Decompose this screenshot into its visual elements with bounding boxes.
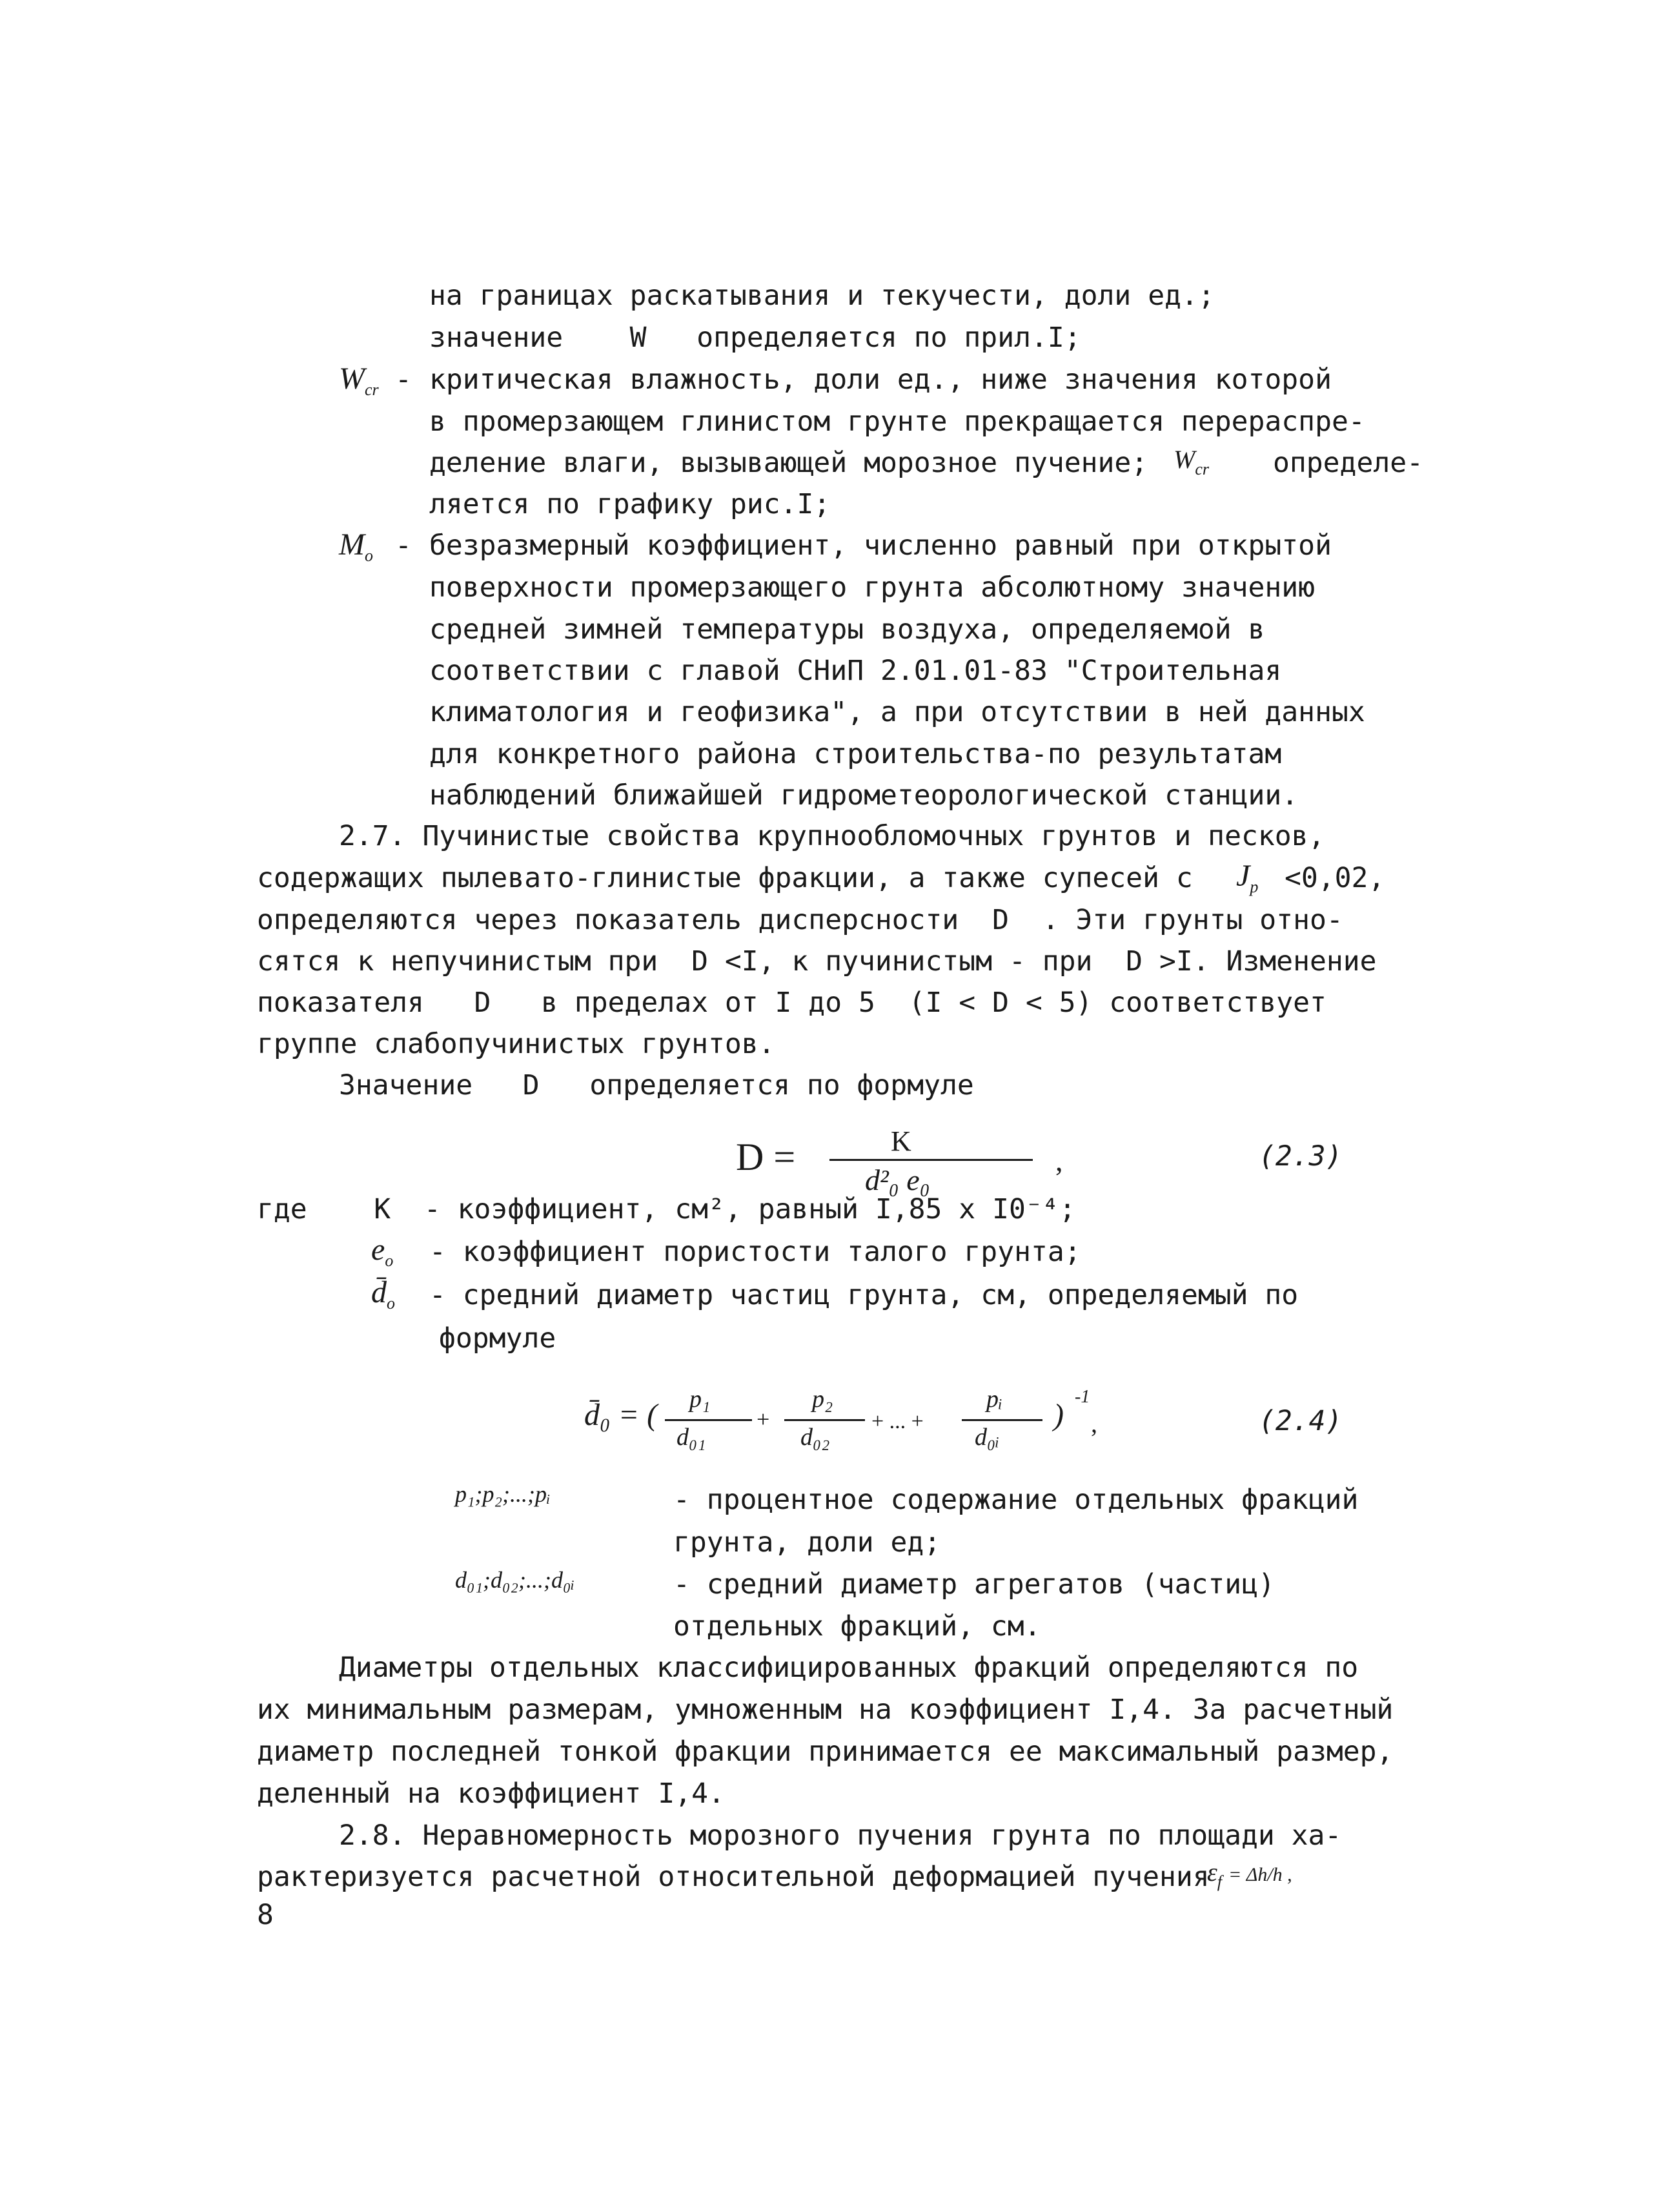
text-line: их минимальным размерам, умноженным на коэффициент I,4. За расчетный (257, 1694, 1394, 1726)
formula-2-3-denominator: d²₀ e₀ (865, 1163, 930, 1196)
symbol-e0: $e_o$ (371, 1233, 394, 1270)
text-line: рактеризуется расчетной относительной деформацией пучения (257, 1861, 1210, 1893)
dash-marker: - (395, 364, 412, 396)
page-number: 8 (257, 1899, 274, 1931)
fraction-bar (784, 1419, 865, 1421)
text-line: диаметр последней тонкой фракции принимается ее максимальный размер, (257, 1736, 1394, 1768)
formula-2-3-lhs: D = (736, 1136, 796, 1178)
text-line: группе слабопучинистых грунтов. (257, 1028, 775, 1060)
text-line: безразмерный коэффициент, численно равный при открытой (429, 529, 1332, 562)
formula-2-4-tail: , (1091, 1409, 1097, 1438)
text-line: средней зимней температуры воздуха, определяемой в (429, 613, 1265, 646)
text-line: - средний диаметр частиц грунта, см, определяемый по (429, 1279, 1299, 1311)
text-line: ляется по графику рис.I; (429, 488, 831, 520)
text-line: поверхности промерзающего грунта абсолютному значению (429, 571, 1316, 604)
text-line: - средний диаметр агрегатов (частиц) (673, 1568, 1275, 1601)
text-line: для конкретного района строительства-по результатам (429, 738, 1282, 770)
text-line: 2.8. Неравномерность морозного пучения грунта по площади ха- (339, 1819, 1342, 1852)
symbol-d0: $d̄_o$ (371, 1275, 395, 1313)
symbol-eps: $\varepsilon_f = \Delta h/h$ , (1207, 1858, 1292, 1891)
fraction-bar (665, 1419, 752, 1421)
term3-denominator: d₀ᵢ (975, 1424, 1000, 1451)
text-line: 2.7. Пучинистые свойства крупнообломочных грунтов и песков, (339, 820, 1325, 852)
text-line: критическая влажность, доли ед., ниже значения которой (429, 364, 1332, 396)
text-line: деленный на коэффициент I,4. (257, 1777, 725, 1810)
term2-numerator: p₂ (812, 1386, 833, 1413)
fraction-bar (962, 1419, 1042, 1421)
plus-sign: + (757, 1406, 770, 1432)
dash-marker: - (395, 529, 412, 562)
formula-2-4-number: (2.4) (1259, 1405, 1343, 1437)
text-line: наблюдений ближайшей гидрометеорологической станции. (429, 779, 1299, 812)
term2-denominator: d₀₂ (800, 1424, 830, 1451)
text-line: - коэффициент пористости талого грунта; (429, 1236, 1081, 1268)
symbol-w-cr: $W_{cr}$ (339, 362, 379, 399)
formula-2-4-lhs: d̄₀ = ( (584, 1398, 658, 1432)
text-line: Значение D определяется по формуле (339, 1069, 974, 1101)
text-line: деление влаги, вызывающей морозное пучение; (429, 447, 1148, 479)
text-line: определе- (1273, 447, 1423, 479)
text-line: грунта, доли ед; (673, 1526, 941, 1559)
text-line: климатология и геофизика", а при отсутствии в ней данных (429, 696, 1365, 728)
text-line: соответствии с главой СНиП 2.01.01-83 "Строительная (429, 655, 1282, 687)
symbol-ip: $J_p$ (1236, 859, 1259, 896)
text-line: - процентное содержание отдельных фракций (673, 1484, 1359, 1516)
fraction-bar (829, 1159, 1033, 1161)
text-line: определяются через показатель дисперсности D . Эти грунты отно- (257, 904, 1343, 936)
symbol-w-cr-inline: $W_{cr}$ (1174, 445, 1209, 478)
term3-numerator: pᵢ (986, 1386, 1003, 1413)
term1-numerator: p₁ (689, 1386, 711, 1413)
text-line: Диаметры отдельных классифицированных фракций определяются по (339, 1652, 1359, 1684)
formula-2-3-numerator: K (891, 1125, 911, 1157)
formula-2-3-tail: , (1055, 1144, 1063, 1177)
text-line: в промерзающем глинистом грунте прекращается перераспре- (429, 405, 1365, 438)
text-line: содержащих пылевато-глинистые фракции, а также супесей с (257, 862, 1193, 894)
symbol-m0: $M_o$ (339, 527, 373, 565)
text-line: <0,02, (1285, 862, 1385, 894)
text-line: отдельных фракций, см. (673, 1610, 1041, 1643)
formula-2-4-close: ) (1053, 1398, 1064, 1432)
formula-2-3-number: (2.3) (1259, 1140, 1343, 1173)
text-line: значение W определяется по прил.I; (429, 322, 1081, 354)
text-line: на границах раскатывания и текучести, доли ед.; (429, 280, 1215, 312)
text-line: сятся к непучинистым при D <I, к пучинистым - при D >I. Изменение (257, 945, 1377, 978)
text-line: где K - коэффициент, см², равный I,85 х I0⁻⁴; (257, 1193, 1076, 1225)
text-line: показателя D в пределах от I до 5 (I < D < 5) соответствует (257, 987, 1326, 1019)
plus-ellipsis: + ... + (871, 1409, 924, 1433)
text-line: формуле (439, 1322, 556, 1355)
formula-2-4-exponent: -1 (1075, 1387, 1090, 1407)
symbol-d-list: d₀₁;d₀₂;...;d₀ᵢ (455, 1567, 575, 1593)
symbol-p-list: p₁;p₂;...;pᵢ (455, 1481, 551, 1507)
term1-denominator: d₀₁ (676, 1424, 706, 1451)
